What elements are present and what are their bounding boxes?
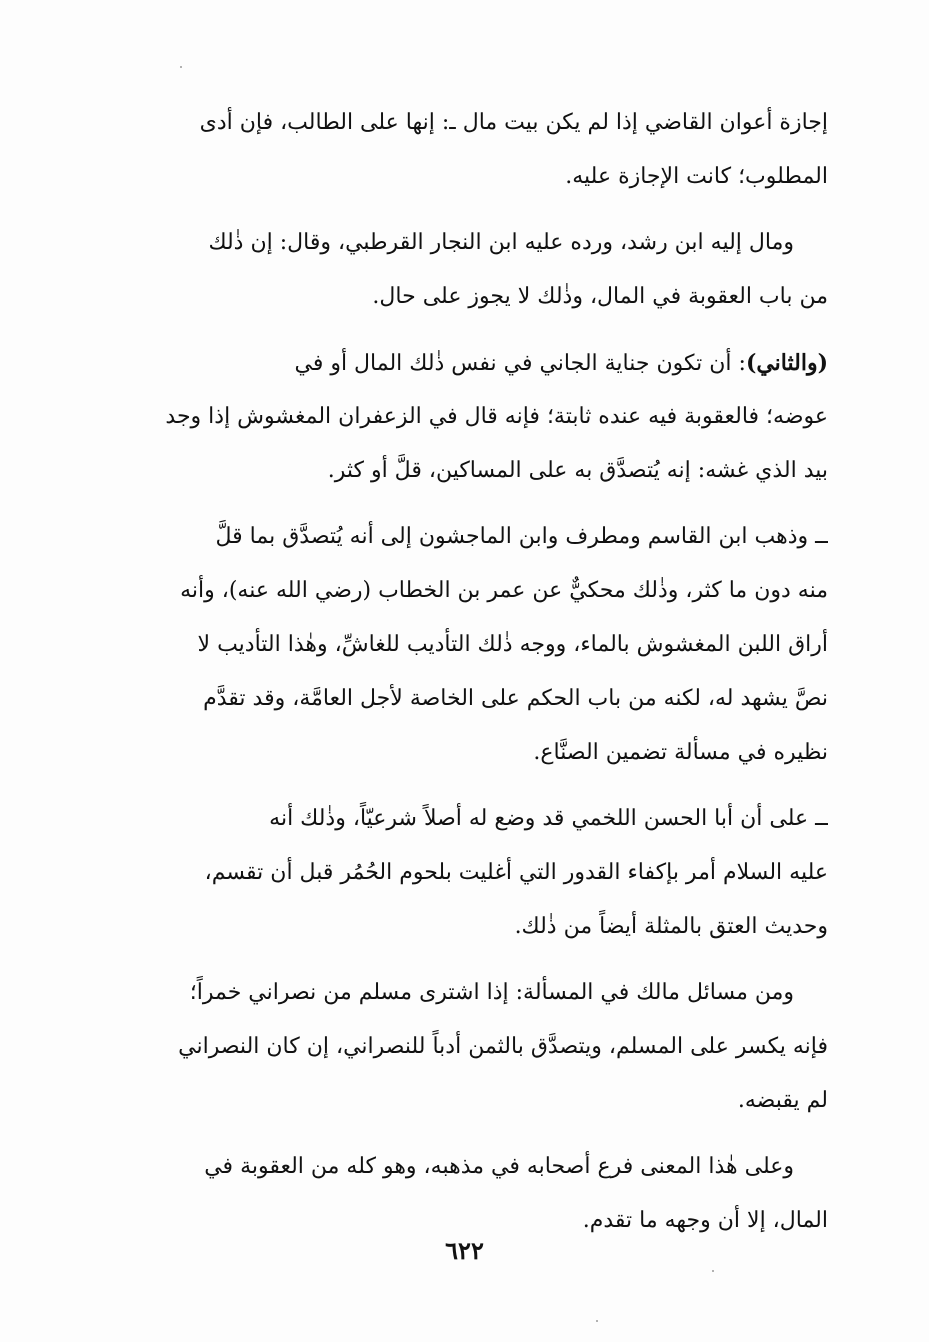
text-line: ــ على أن أبا الحسن اللخمي قد وضع له أصلاً شرعيّاً، وذٰلك أنه <box>269 806 828 831</box>
text-line: إجازة أعوان القاضي إذا لم يكن بيت مال ـ: إنها على الطالب، فإن أدى <box>199 110 828 135</box>
text-line: فإنه يكسر على المسلم، ويتصدَّق بالثمن أدباً للنصراني، إن كان النصراني <box>178 1034 828 1059</box>
text-line: المطلوب؛ كانت الإجازة عليه. <box>565 164 828 189</box>
paper-speck <box>180 66 182 68</box>
text-line: بيد الذي غشه: إنه يُتصدَّق به على المساكين، قلَّ أو كثر. <box>327 458 828 483</box>
text-line: ومال إليه ابن رشد، ورده عليه ابن النجار القرطبي، وقال: إن ذٰلك <box>208 230 794 255</box>
paper-speck <box>712 1270 714 1272</box>
text-line: وحديث العتق بالمثلة أيضاً من ذٰلك. <box>514 914 828 939</box>
paragraph <box>100 336 828 498</box>
text-line: منه دون ما كثر، وذٰلك محكيٌّ عن عمر بن الخطاب (رضي الله عنه)، وأنه <box>180 578 828 603</box>
page-number: ٦٢٢ <box>445 1236 484 1265</box>
text-line: المال، إلا أن وجهه ما تقدم. <box>582 1208 828 1233</box>
text-line: من باب العقوبة في المال، وذٰلك لا يجوز على حال. <box>372 284 828 309</box>
paragraph <box>100 510 828 780</box>
text-line: أراق اللبن المغشوش بالماء، ووجه ذٰلك التأديب للغاشِّ، وهٰذا التأديب لا <box>197 632 828 657</box>
body-text <box>100 96 828 1260</box>
paragraph <box>100 966 828 1128</box>
paragraph <box>100 216 828 324</box>
text-line: عوضه؛ فالعقوبة فيه عنده ثابتة؛ فإنه قال في الزعفران المغشوش إذا وجد <box>165 404 828 429</box>
text-line: ومن مسائل مالك في المسألة: إذا اشترى مسلم من نصراني خمراً؛ <box>189 980 794 1005</box>
text-line: نصَّ يشهد له، لكنه من باب الحكم على الخاصة لأجل العامَّة، وقد تقدَّم <box>203 686 828 711</box>
paragraph <box>100 792 828 954</box>
text-line: عليه السلام أمر بإكفاء القدور التي أغليت بلحوم الحُمُر قبل أن تقسم، <box>204 860 828 885</box>
text-line <box>100 336 828 390</box>
text-line: نظيره في مسألة تضمين الصنَّاع. <box>533 740 828 765</box>
paragraph <box>100 1140 828 1248</box>
section-lead: (والثاني) <box>745 350 828 376</box>
text-fragment: : أن تكون جناية الجاني في نفس ذٰلك المال أو في <box>294 351 746 376</box>
paragraph <box>100 96 828 204</box>
text-line: وعلى هٰذا المعنى فرع أصحابه في مذهبه، وهو كله من العقوبة في <box>204 1154 794 1179</box>
text-line: ــ وذهب ابن القاسم ومطرف وابن الماجشون إلى أنه يُتصدَّق بما قلَّ <box>215 524 828 549</box>
paper-speck <box>596 1320 598 1322</box>
text-line: لم يقبضه. <box>737 1088 828 1113</box>
